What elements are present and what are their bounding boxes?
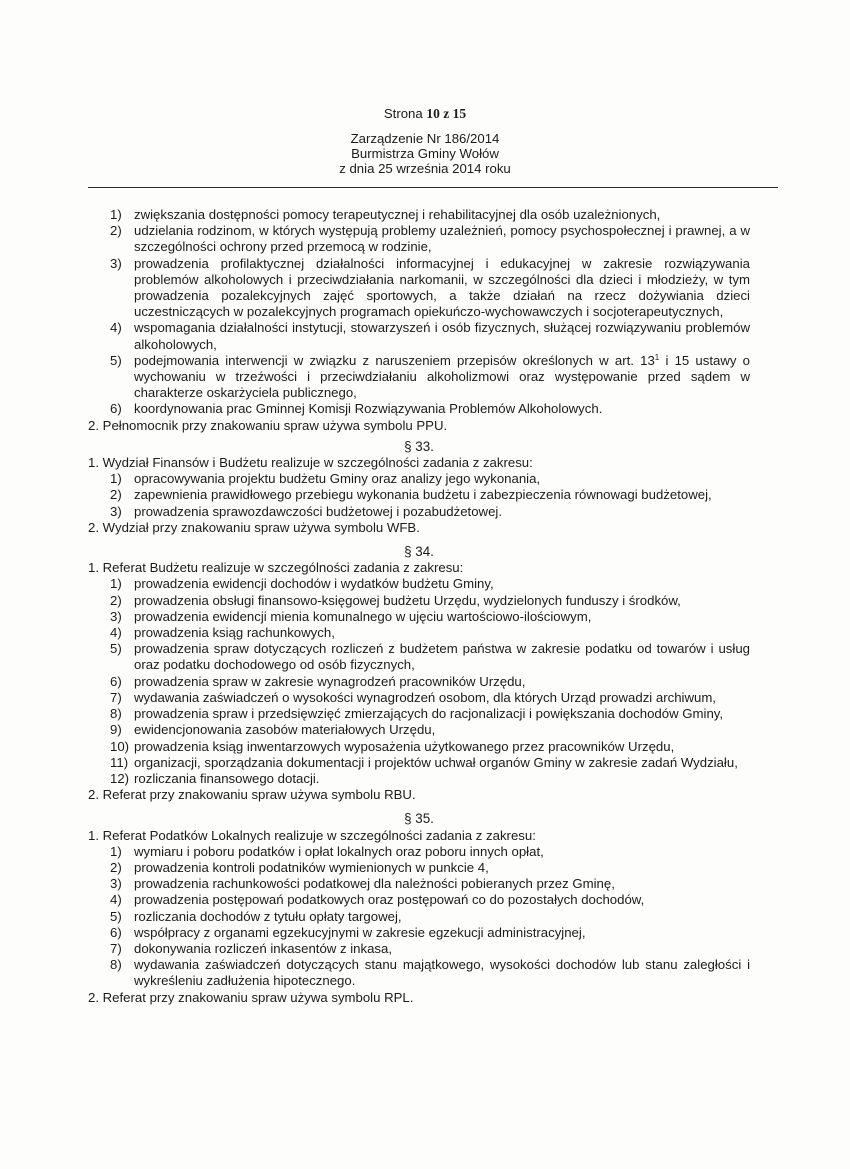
list-item [88,593,750,609]
list-item [88,320,750,352]
list-item [88,876,750,892]
item-text: prowadzenia spraw dotyczących rozliczeń z budżetem państwa w zakresie podatku od towarów i usług oraz podatku dochodowego od osób fizycznych, [134,641,750,673]
section-footer: 2. Pełnomocnik przy znakowaniu spraw używa symbolu PPU. [88,417,448,433]
item-text: współpracy z organami egzekucyjnymi w zakresie egzekucji administracyjnej, [134,924,586,940]
item-number: 12) [110,770,130,786]
item-number: 7) [110,940,122,956]
item-text: wydawania zaświadczeń o wysokości wynagrodzeń osobom, dla których Urząd prowadzi archiwum, [134,689,716,705]
list-item [88,641,750,673]
list-item [88,755,750,771]
section-footer: 2. Referat przy znakowaniu spraw używa symbolu RBU. [88,787,416,803]
item-number: 5) [110,908,122,924]
list-item [88,625,750,641]
list-item [88,739,750,755]
list-item [88,941,750,957]
item-number: 7) [110,689,122,705]
section-33 [88,439,750,536]
item-number: 1) [110,207,122,222]
list-item [88,504,750,520]
item-text: prowadzenia obsługi finansowo-księgowej budżetu Urzędu, wydzielonych funduszy i środków, [134,592,681,608]
item-text: wspomagania działalności instytucji, stowarzyszeń i osób fizycznych, służącej rozwiązywaniu problemów alkoholowych, [134,320,750,352]
item-text: udzielania rodzinom, w których występują problemy uzależnień, pomocy psychospołecznej i prawnej, a w szczególności ochrony przed przemocą w rodzinie, [134,223,750,255]
list-item [88,844,750,860]
item-number: 3) [110,876,122,892]
item-number: 5) [110,352,122,368]
item-number: 4) [110,625,122,641]
item-number: 4) [110,892,122,908]
item-number: 2) [110,859,122,875]
section-lead: 1. Referat Podatków Lokalnych realizuje w szczególności zadania z zakresu: [88,827,536,843]
page-label: Strona [383,106,423,121]
intro-list [88,207,750,434]
item-text-part: i 15 ustawy o wychowaniu w trzeźwości i przeciwdziałaniu alkoholizmowi oraz występowanie przed sądem w charakterze oskarżyciela publicznego, [134,352,751,401]
item-text: prowadzenia spraw i przedsięwzięć zmierzających do racjonalizacji i powiększania dochodów Gminy, [134,706,724,722]
item-number: 1) [110,576,122,592]
list-item [88,256,750,321]
list-item [88,401,750,417]
list-item [88,576,750,592]
section-34 [88,544,750,803]
item-text: wydawania zaświadczeń dotyczących stanu majątkowego, wysokości dochodów lub stanu zaległości i wykreśleniu zadłużenia hipotecznego. [134,957,750,989]
item-text: opracowywania projektu budżetu Gminy oraz analizy jego wykonania, [134,471,541,487]
item-text: organizacji, sporządzania dokumentacji i projektów uchwał organów Gminy w zakresie zadań Wydziału, [134,754,738,770]
item-text: prowadzenia ewidencji mienia komunalnego w ujęciu wartościowo-ilościowym, [134,608,592,624]
list-item [88,690,750,706]
item-text: prowadzenia spraw w zakresie wynagrodzeń pracowników Urzędu, [134,673,526,689]
item-text: koordynowania prac Gminnej Komisji Rozwiązywania Problemów Alkoholowych. [134,401,603,417]
section-lead: 1. Referat Budżetu realizuje w szczególności zadania z zakresu: [88,560,464,576]
item-number: 2) [110,592,122,608]
document-body [88,207,750,1006]
section-heading: § 34. [404,544,434,560]
item-text: prowadzenia ksiąg rachunkowych, [134,625,335,641]
superscript: 1 [654,352,660,362]
item-number: 11) [110,754,129,770]
section-footer: 2. Referat przy znakowaniu spraw używa symbolu RPL. [88,989,414,1005]
item-number: 1) [110,843,122,859]
item-text: prowadzenia sprawozdawczości budżetowej i pozabudżetowej. [134,503,502,519]
item-text: prowadzenia kontroli podatników wymienionych w punkcie 4, [134,859,489,875]
document-header [0,131,850,176]
item-text: rozliczania finansowego dotacji. [134,770,320,786]
item-text: prowadzenia rachunkowości podatkowej dla należności pobieranych przez Gminę, [134,876,615,892]
item-text-part: podejmowania interwencji w związku z naruszeniem przepisów określonych w art. 13 [134,352,655,368]
list-item [88,925,750,941]
item-number: 3) [110,255,122,271]
section-footer: 2. Wydział przy znakowaniu spraw używa symbolu WFB. [88,519,420,535]
list-item [88,487,750,503]
ordinance-date: z dnia 25 września 2014 roku [339,161,511,176]
item-number: 1) [110,471,122,487]
header-divider [88,187,778,188]
ordinance-number: Zarządzenie Nr 186/2014 [350,131,500,146]
item-number: 8) [110,957,122,973]
list-item [88,722,750,738]
issuer: Burmistrza Gminy Wołów [351,146,499,161]
item-number: 10) [110,738,130,754]
list-item [88,471,750,487]
list-item [88,909,750,925]
item-number: 6) [110,924,122,940]
list-item [88,609,750,625]
section-lead: 1. Wydział Finansów i Budżetu realizuje w szczególności zadania z zakresu: [88,455,533,471]
list-item [88,674,750,690]
item-number: 4) [110,320,122,336]
item-text: rozliczania dochodów z tytułu opłaty targowej, [134,908,402,924]
item-text: prowadzenia profilaktycznej działalności informacyjnej i edukacyjnej w zakresie rozwiązywania problemów alkoholowych i przeciwdziałania narkomanii, w szczególności dla dzieci i młodzieży, w tym prowadzenia pozalekcyjnych zajęć sportowych, a także działań na rzecz dożywiania dzieci uczestniczących w pozalekcyjnych programach opiekuńczo-wychowawczych i socjoterapeutycznych, [134,255,750,320]
item-number: 6) [110,673,122,689]
item-text: zwiększania dostępności pomocy terapeutycznej i rehabilitacyjnej dla osób uzależnionych, [134,207,661,222]
item-number: 6) [110,401,122,417]
list-item [88,706,750,722]
item-number: 2) [110,223,122,239]
list-item [88,892,750,908]
list-item [88,207,750,223]
list-item [88,223,750,255]
item-text: prowadzenia postępowań podatkowych oraz postępowań co do pozostałych dochodów, [134,892,645,908]
list-item [88,353,750,402]
item-number: 3) [110,608,122,624]
section-heading: § 35. [404,811,434,827]
item-number: 3) [110,503,122,519]
item-number: 9) [110,722,122,738]
list-item [88,860,750,876]
item-number: 2) [110,487,122,503]
page-number-line [0,106,850,121]
item-text: prowadzenia ewidencji dochodów i wydatków budżetu Gminy, [134,576,494,592]
item-text: ewidencjonowania zasobów materiałowych Urzędu, [134,722,436,738]
item-text [134,353,750,402]
list-item [88,771,750,787]
section-35 [88,811,750,1005]
item-number: 5) [110,641,122,657]
item-text: wymiaru i poboru podatków i opłat lokalnych oraz poboru innych opłat, [134,843,544,859]
item-number: 8) [110,706,122,722]
page-number: 10 z 15 [426,106,467,121]
item-text: prowadzenia ksiąg inwentarzowych wyposażenia użytkowanego przez pracowników Urzędu, [134,738,675,754]
section-heading: § 33. [404,438,434,454]
list-item [88,957,750,989]
item-text: dokonywania rozliczeń inkasentów z inkasa, [134,940,393,956]
item-text: zapewnienia prawidłowego przebiegu wykonania budżetu i zabezpieczenia równowagi budżetowej, [134,487,712,503]
